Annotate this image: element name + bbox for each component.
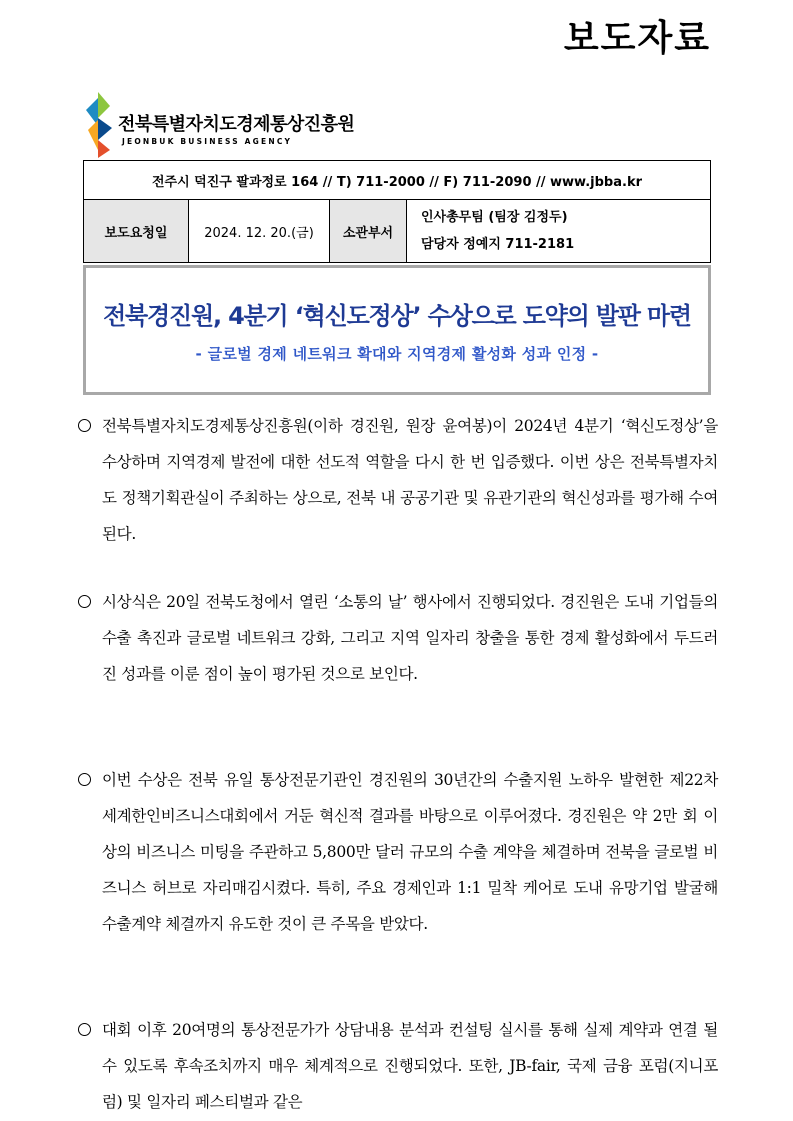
headline-box [83,265,711,395]
document-type-title: 보도자료 [563,18,711,59]
paragraph-4 [78,1012,718,1120]
paragraph-text: 전북특별자치도경제통상진흥원(이하 경진원, 원장 윤여봉)이 2024년 4분기 ‘혁신도정상’을 수상하며 지역경제 발전에 대한 선도적 역할을 다시 한 번 입증했다. 이번 상은 전북특별자치도 정책기획관실이 주최하는 상으로, 전북 내 공공기관 및 유관기관의 혁신성과를 평가해 수여된다. [102,417,718,543]
headline: 전북경진원, 4분기 ‘혁신도정상’ 수상으로 도약의 발판 마련 [103,302,691,330]
paragraph-2 [78,584,718,692]
paragraph-text: 대회 이후 20여명의 통상전문가가 상담내용 분석과 컨설팅 실시를 통해 실제 계약과 연결 될 수 있도록 후속조치까지 매우 체계적으로 진행되었다. 또한, JB-fair, 국제 금융 포럼(지니포럼) 및 일자리 페스티벌과 같은 [102,1021,718,1111]
subheadline: - 글로벌 경제 네트워크 확대와 지역경제 활성화 성과 인정 - [195,345,599,363]
circle-bullet-icon [78,419,91,432]
circle-bullet-icon [78,773,91,786]
request-date-label: 보도요청일 [84,200,189,263]
organization-english-name: JEONBUK BUSINESS AGENCY [122,137,293,146]
department-label: 소관부서 [330,200,407,263]
contact-line: 전주시 덕진구 팔과정로 164 // T) 711-2000 // F) 711-2090 // www.jbba.kr [84,161,711,200]
department-team: 인사총무팀 (팀장 김정두) [421,210,568,225]
press-info-table [83,160,711,263]
circle-bullet-icon [78,595,91,608]
agency-logo-icon [84,92,114,158]
paragraph-3 [78,762,718,942]
department-contact: 담당자 정예지 711-2181 [421,237,575,252]
organization-name: 전북특별자치도경제통상진흥원 [118,114,355,135]
circle-bullet-icon [78,1023,91,1036]
paragraph-1 [78,408,718,552]
department-info [407,200,711,263]
paragraph-text: 이번 수상은 전북 유일 통상전문기관인 경진원의 30년간의 수출지원 노하우 발현한 제22차 세계한인비즈니스대회에서 거둔 혁신적 결과를 바탕으로 이루어졌다. 경진원은 약 2만 회 이상의 비즈니스 미팅을 주관하고 5,800만 달러 규모의 수출 계약을 체결하며 전북을 글로벌 비즈니스 허브로 자리매김시켰다. 특히, 주요 경제인과 1:1 밀착 케어로 도내 유망기업 발굴해 수출계약 체결까지 유도한 것이 큰 주목을 받았다. [102,771,718,933]
request-date: 2024. 12. 20.(금) [189,200,330,263]
paragraph-text: 시상식은 20일 전북도청에서 열린 ‘소통의 날’ 행사에서 진행되었다. 경진원은 도내 기업들의 수출 촉진과 글로벌 네트워크 강화, 그리고 지역 일자리 창출을 통한 경제 활성화에서 두드러진 성과를 이룬 점이 높이 평가된 것으로 보인다. [102,593,718,683]
